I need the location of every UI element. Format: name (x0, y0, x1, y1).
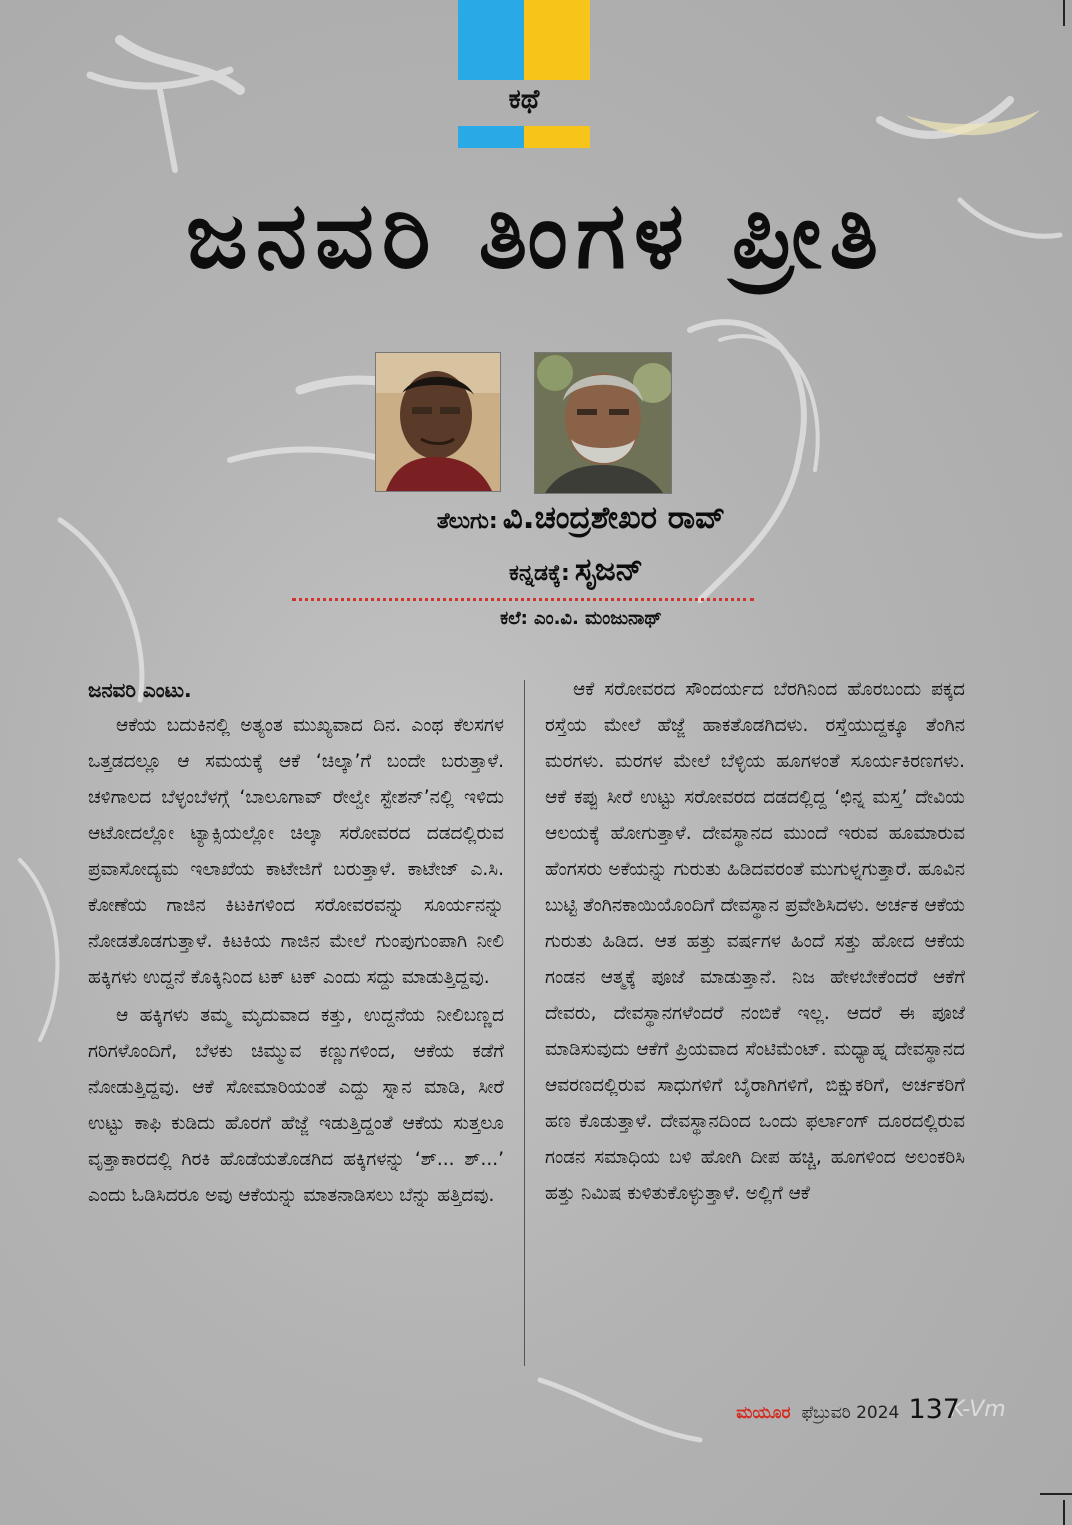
crop-mark-side (1040, 1493, 1072, 1495)
translator-byline (0, 552, 1072, 589)
author-name: ವಿ.ಚಂದ್ರಶೇಖರ ರಾವ್ (502, 500, 726, 536)
issue-date: ಫೆಬ್ರುವರಿ 2024 (801, 1403, 900, 1423)
paragraph: ಆಕೆಯ ಬದುಕಿನಲ್ಲಿ ಅತ್ಯಂತ ಮುಖ್ಯವಾದ ದಿನ. ಎಂಥ ಕೆಲಸಗಳ ಒತ್ತಡದಲ್ಲೂ ಆ ಸಮಯಕ್ಕೆ ಆಕೆ ‘ಚಿಲ್ಕಾ’ಗೆ ಬಂದೇ ಬರುತ್ತಾಳೆ. ಚಳಿಗಾಲದ ಬೆಳ್ಳಂಬೆಳಗ್ಗೆ ‘ಬಾಲೂಗಾವ್ ರೇಲ್ವೇ ಸ್ಟೇಶನ್’ನಲ್ಲಿ ಇಳಿದು ಆಟೋದಲ್ಲೋ ಟ್ಯಾಕ್ಸಿಯಲ್ಲೋ ಚಿಲ್ಕಾ ಸರೋವರದ ದಡದಲ್ಲಿರುವ ಪ್ರವಾಸೋದ್ಯಮ ಇಲಾಖೆಯ ಕಾಟೇಜಿಗೆ ಬರುತ್ತಾಳೆ. ಕಾಟೇಜ್ ಎ.ಸಿ. ಕೋಣೆಯ ಗಾಜಿನ ಕಿಟಕಿಗಳಿಂದ ಸರೋವರವನ್ನು ಸೂರ್ಯನನ್ನು ನೋಡತೊಡಗುತ್ತಾಳೆ. ಕಿಟಕಿಯ ಗಾಜಿನ ಮೇಲೆ ಗುಂಪುಗುಂಪಾಗಿ ನೀಲಿ ಹಕ್ಕಿಗಳು ಉದ್ದನೆ ಕೊಕ್ಕಿನಿಂದ ಟಕ್ ಟಕ್ ಎಂದು ಸದ್ದು ಮಾಡುತ್ತಿದ್ದವು. (88, 715, 504, 988)
page-footer (736, 1394, 960, 1425)
paragraph: ಆಕೆ ಸರೋವರದ ಸೌಂದರ್ಯದ ಬೆರಗಿನಿಂದ ಹೊರಬಂದು ಪಕ್ಕದ ರಸ್ತೆಯ ಮೇಲೆ ಹೆಜ್ಜೆ ಹಾಕತೊಡಗಿದಳು. ರಸ್ತೆಯುದ್ದಕ್ಕೂ ತೆಂಗಿನ ಮರಗಳು. ಮರಗಳ ಮೇಲೆ ಬೆಳ್ಳಿಯ ಹೂಗಳಂತೆ ಸೂರ್ಯಕಿರಣಗಳು. ಆಕೆ ಕಪ್ಪು ಸೀರೆ ಉಟ್ಟು ಸರೋವರದ ದಡದಲ್ಲಿದ್ದ ‘ಛಿನ್ನ ಮಸ್ತ’ ದೇವಿಯ ಆಲಯಕ್ಕೆ ಹೋಗುತ್ತಾಳೆ. ದೇವಸ್ಥಾನದ ಮುಂದೆ ಇರುವ ಹೂಮಾರುವ ಹೆಂಗಸರು ಅಕೆಯನ್ನು ಗುರುತು ಹಿಡಿದವರಂತೆ ಮುಗುಳ್ನಗುತ್ತಾರೆ. ಹೂವಿನ ಬುಟ್ಟಿ ತೆಂಗಿನಕಾಯಿಯೊಂದಿಗೆ ದೇವಸ್ಥಾನ ಪ್ರವೇಶಿಸಿದಳು. ಅರ್ಚಕ ಆಕೆಯ ಗುರುತು ಹಿಡಿದ. ಆತ ಹತ್ತು ವರ್ಷಗಳ ಹಿಂದೆ ಸತ್ತು ಹೋದ ಆಕೆಯ ಗಂಡನ ಆತ್ಮಕ್ಕೆ ಪೂಜೆ ಮಾಡುತ್ತಾನೆ. ನಿಜ ಹೇಳಬೇಕೆಂದರೆ ಆಕೆಗೆ ದೇವರು, ದೇವಸ್ಥಾನಗಳೆಂದರೆ ನಂಬಿಕೆ ಇಲ್ಲ. ಆದರೆ ಈ ಪೂಜೆ ಮಾಡಿಸುವುದು ಆಕೆಗೆ ಪ್ರಿಯವಾದ ಸೆಂಟಿಮೆಂಟ್. ಮಧ್ಯಾಹ್ನ ದೇವಸ್ಥಾನದ ಆವರಣದಲ್ಲಿರುವ ಸಾಧುಗಳಿಗೆ ಬೈರಾಗಿಗಳಿಗೆ, ಬಿಕ್ಷುಕರಿಗೆ, ಅರ್ಚಕರಿಗೆ ಹಣ ಕೊಡುತ್ತಾಳೆ. ದೇವಸ್ಥಾನದಿಂದ ಒಂದು ಫರ್ಲಾಂಗ್ ದೂರದಲ್ಲಿರುವ ಗಂಡನ ಸಮಾಧಿಯ ಬಳಿ ಹೋಗಿ ದೀಪ ಹಚ್ಚಿ, ಹೂಗಳಿಂದ ಅಲಂಕರಿಸಿ ಹತ್ತು ನಿಮಿಷ ಕುಳಿತುಕೊಳ್ಳುತ್ತಾಳೆ. ಅಲ್ಲಿಗೆ ಆಕೆ (545, 679, 965, 1204)
crop-mark-bottom (1063, 1500, 1065, 1525)
section-badge (458, 0, 590, 150)
badge-blue-block (458, 0, 524, 80)
date-heading: ಜನವರಿ ಎಂಟು. (88, 678, 192, 702)
paragraph: ಆ ಹಕ್ಕಿಗಳು ತಮ್ಮ ಮೃದುವಾದ ಕತ್ತು, ಉದ್ದನೆಯ ನೀಲಿಬಣ್ಣದ ಗರಿಗಳೊಂದಿಗೆ, ಬೆಳಕು ಚಿಮ್ಮುವ ಕಣ್ಣುಗಳಿಂದ, ಆಕೆಯ ಕಡೆಗೆ ನೋಡುತ್ತಿದ್ದವು. ಆಕೆ ಸೋಮಾರಿಯಂತೆ ಎದ್ದು ಸ್ನಾನ ಮಾಡಿ, ಸೀರೆ ಉಟ್ಟು ಕಾಫಿ ಕುಡಿದು ಹೊರಗೆ ಹೆಜ್ಜೆ ಇಡುತ್ತಿದ್ದಂತೆ ಆಕೆಯ ಸುತ್ತಲೂ ವೃತ್ತಾಕಾರದಲ್ಲಿ ಗಿರಕಿ ಹೊಡೆಯತೊಡಗಿದ ಹಕ್ಕಿಗಳನ್ನು ‘ಶ್... ಶ್...’ ಎಂದು ಓಡಿಸಿದರೂ ಅವು ಆಕೆಯನ್ನು ಮಾತನಾಡಿಸಲು ಬೆನ್ನು ಹತ್ತಿದವು. (88, 1005, 504, 1206)
section-label: ಕಥೆ (508, 84, 540, 115)
artist-signature: K-Vm (950, 1397, 1006, 1422)
badge-yellow-bar (524, 126, 590, 148)
badge-blue-bar (458, 126, 524, 148)
translator-photo (534, 352, 672, 494)
author-photo (375, 352, 501, 492)
kannada-label: ಕನ್ನಡಕ್ಕೆ: (508, 561, 570, 586)
author-portrait-icon (376, 353, 500, 491)
art-credit: ಕಲೆ: ಎಂ.ವಿ. ಮಂಜುನಾಥ್ (500, 608, 662, 629)
page-number: 137 (908, 1394, 960, 1425)
crop-mark-top (1063, 0, 1065, 26)
magazine-name: ಮಯೂರ (736, 1403, 791, 1423)
body-column-right (545, 672, 965, 1212)
badge-yellow-block (524, 0, 590, 80)
column-divider (524, 680, 525, 1366)
translator-portrait-icon (535, 353, 671, 493)
author-byline (0, 500, 1072, 537)
story-title: ಜನವರಿ ತಿಂಗಳ ಪ್ರೀತಿ (185, 182, 887, 289)
body-column-left (88, 672, 504, 1214)
translator-name: ಸೃಜನ್ (574, 552, 644, 588)
byline-divider (292, 598, 754, 601)
telugu-label: ತೆಲುಗು: (436, 509, 498, 534)
